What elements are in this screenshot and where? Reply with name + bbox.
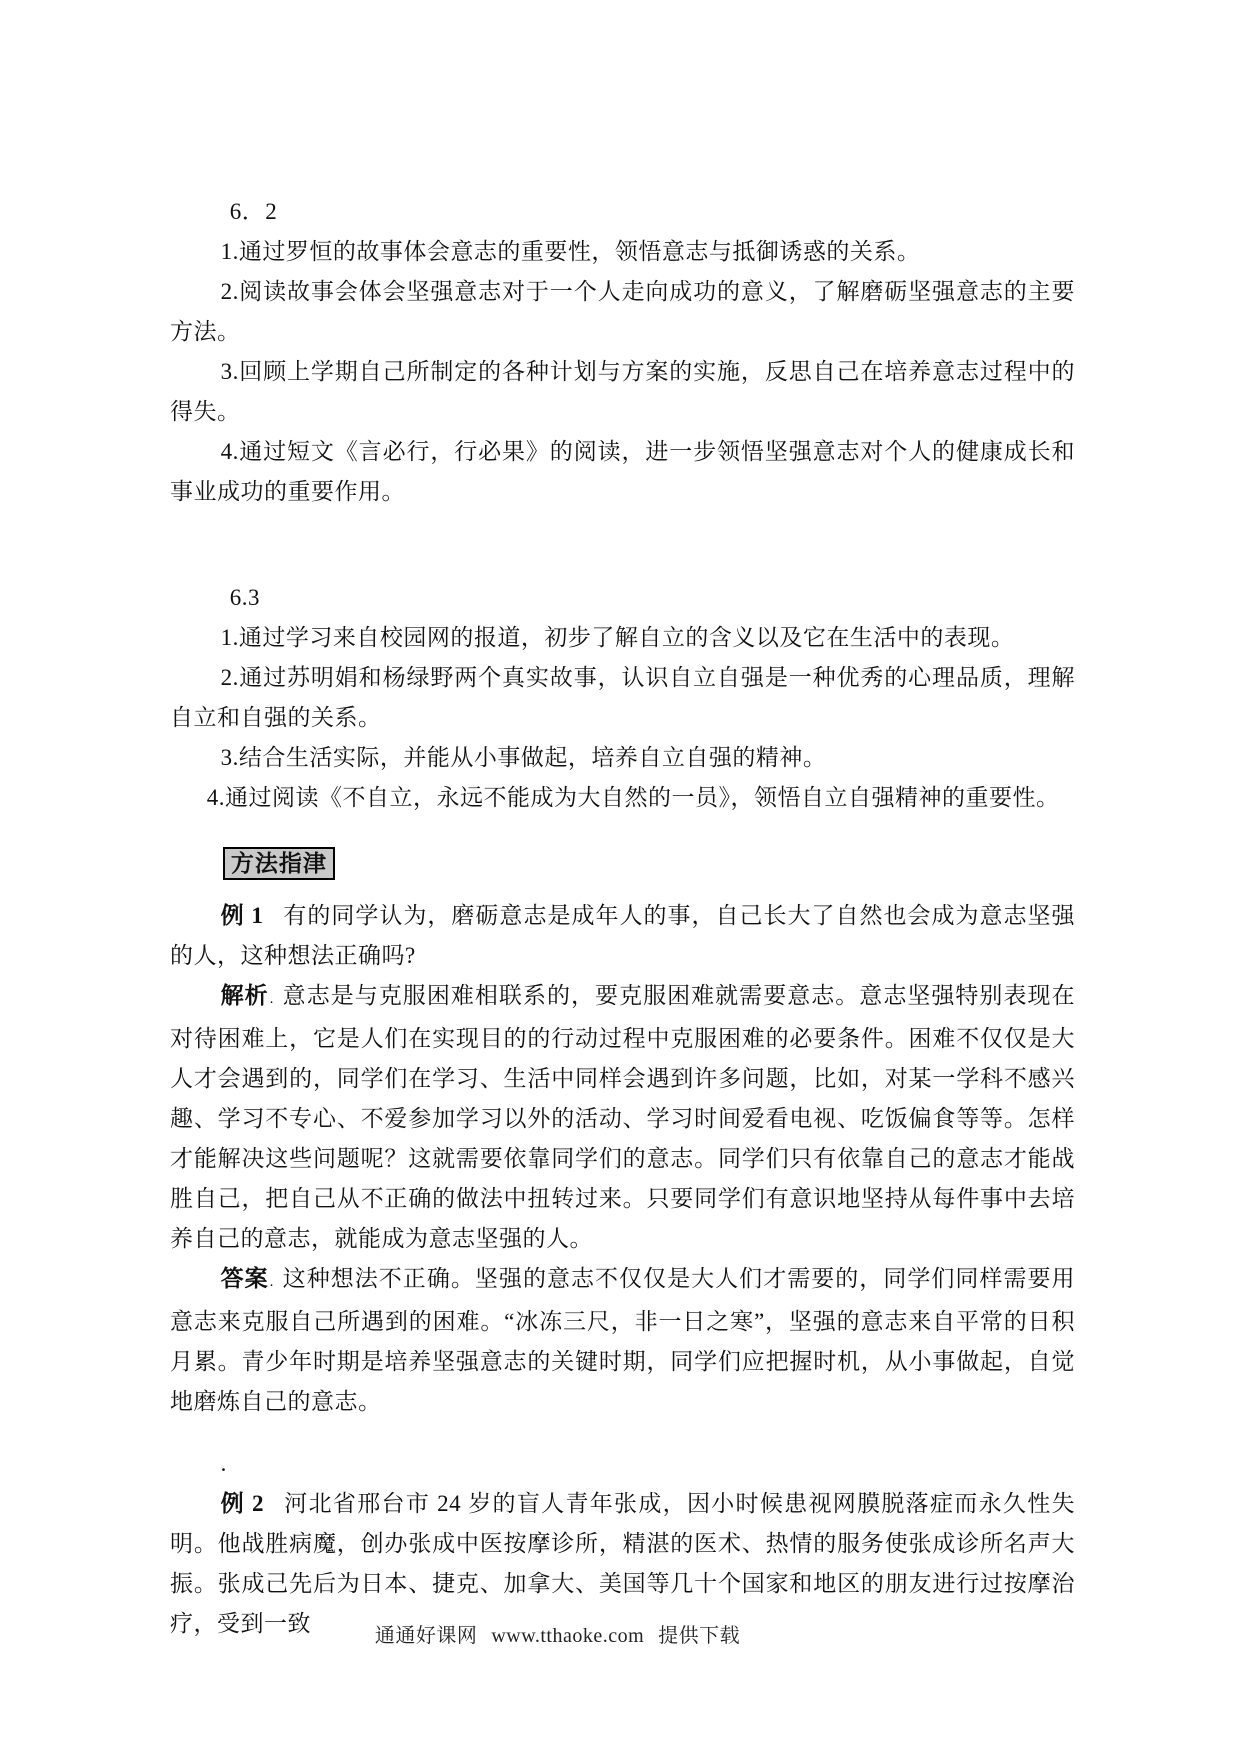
analysis-text: 意志是与克服困难相联系的，要克服困难就需要意志。意志坚强特别表现在对待困难上，它是人们在实现目的的行动过程中克服困难的必要条件。困难不仅仅是大人才会遇到的，同学们在学习、生活中同样会遇到许多问题，比如，对某一学科不感兴趣、学习不专心、不爱参加学习以外的活动、学习时间爱看电视、吃饭偏食等等。怎样才能解决这些问题呢？这就需要依靠同学们的意志。同学们只有依靠自己的意志才能战胜自己，把自己从不正确的做法中扭转过来。只要同学们有意识地坚持从每件事中去培养自己的意志，就能成为意志坚强的人。	[170, 983, 1076, 1251]
footer-url: www.tthaoke.com	[491, 1625, 645, 1647]
section-63-heading: 6.3	[229, 585, 261, 610]
section-63-item-3: 3.结合生活实际，并能从小事做起，培养自立自强的精神。	[220, 745, 827, 770]
method-guide-row	[223, 844, 1075, 884]
method-guide-box: 方法指津	[223, 847, 335, 880]
answer-separator-dot: .	[269, 1274, 274, 1290]
example-2-paragraph	[170, 1484, 1075, 1644]
example-2-label: 例 2	[220, 1491, 264, 1516]
answer-text: 这种想法不正确。坚强的意志不仅仅是大人们才需要的，同学们同样需要用意志来克服自己所遇到的困难。“冰冻三尺，非一日之寒”，坚强的意志来自平常的日积月累。青少年时期是培养坚强意志的关键时期，同学们应把握时机，从小事做起，自觉地磨炼自己的意志。	[170, 1266, 1076, 1414]
section-63-item-2: 2.通过苏明娟和杨绿野两个真实故事，认识自立自强是一种优秀的心理品质，理解自立和自强的关系。	[170, 665, 1075, 730]
section-62-heading: 6．2	[229, 199, 278, 224]
section-62-item-1: 1.通过罗恒的故事体会意志的重要性，领悟意志与抵御诱惑的关系。	[220, 239, 921, 264]
example-1-paragraph	[170, 896, 1075, 976]
analysis-separator-dot: .	[269, 991, 274, 1007]
section-63-item-4: 4.通过阅读《不自立，永远不能成为大自然的一员》，领悟自立自强精神的重要性。	[206, 785, 1060, 810]
section-62-item-4: 4.通过短文《言必行，行必果》的阅读，进一步领悟坚强意志对个人的健康成长和事业成功的重要作用。	[170, 439, 1075, 504]
footer	[0, 1622, 1115, 1650]
example-2-text: 河北省邢台市 24 岁的盲人青年张成，因小时候患视网膜脱落症而永久性失明。他战胜病魔，创办张成中医按摩诊所，精湛的医术、热情的服务使张成诊所名声大振。张成己先后为日本、捷克、加拿大、美国等几十个国家和地区的朋友进行过按摩治疗，受到一致	[170, 1491, 1076, 1636]
section-63-item-1: 1.通过学习来自校园网的报道，初步了解自立的含义以及它在生活中的表现。	[220, 625, 1015, 650]
example-1-label: 例 1	[220, 903, 264, 928]
analysis-label: 解析	[220, 983, 269, 1008]
answer-label: 答案	[220, 1266, 269, 1291]
document-body	[170, 192, 1075, 1644]
footer-site-name: 通通好课网	[374, 1625, 478, 1647]
answer-paragraph	[170, 1259, 1075, 1422]
stray-period-mark: .	[220, 1451, 227, 1476]
footer-suffix: 提供下载	[658, 1625, 741, 1647]
analysis-paragraph	[170, 976, 1075, 1259]
section-62-item-3: 3.回顾上学期自己所制定的各种计划与方案的实施，反思自己在培养意志过程中的得失。	[170, 359, 1075, 424]
example-1-text: 有的同学认为，磨砺意志是成年人的事，自己长大了自然也会成为意志坚强的人，这种想法正确吗?	[170, 903, 1076, 968]
section-62-item-2: 2.阅读故事会体会坚强意志对于一个人走向成功的意义，了解磨砺坚强意志的主要方法。	[170, 279, 1075, 344]
